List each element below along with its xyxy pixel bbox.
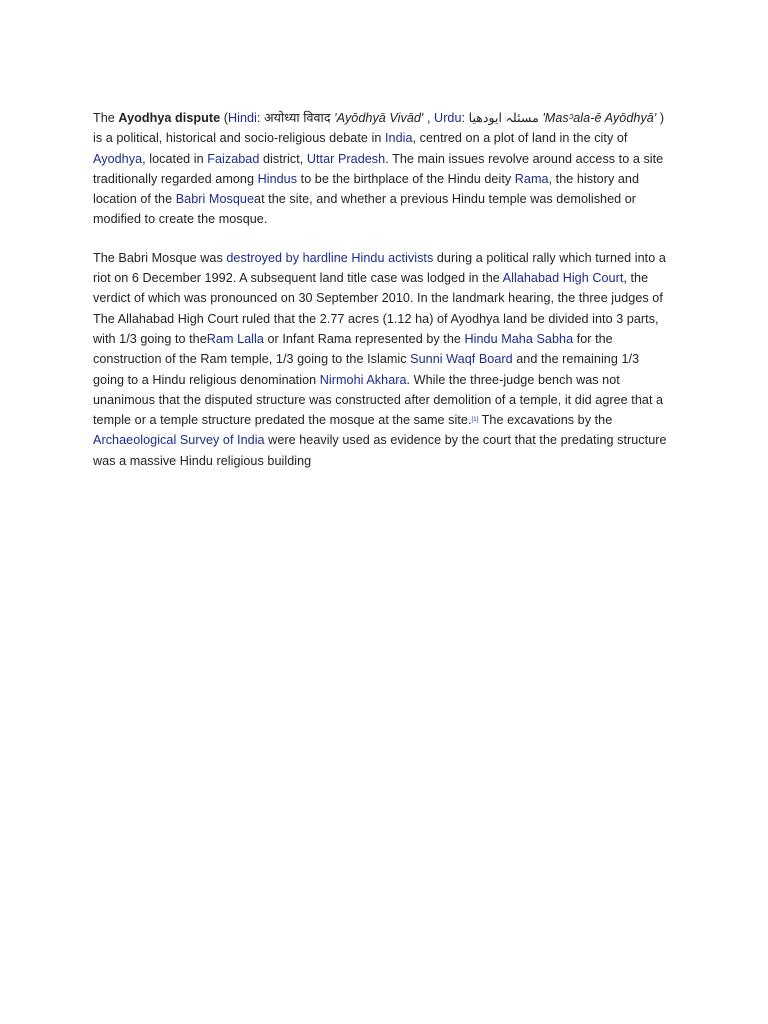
article-body (93, 108, 673, 471)
link-nirmohi-akhara[interactable]: Nirmohi Akhara (319, 372, 407, 387)
text: , (423, 111, 435, 125)
article-title-bold: Ayodhya dispute (118, 111, 221, 125)
link-babri-mosque[interactable]: Babri Mosque (175, 192, 255, 207)
paragraph-verdict (93, 248, 673, 471)
text: The excavations by the (478, 413, 613, 428)
paragraph-intro (93, 108, 673, 230)
transliteration-hindi: 'Ayōdhyā Vivād' (334, 111, 424, 125)
text: , centred on a plot of land in the city of (412, 131, 628, 146)
text: , located in (142, 151, 208, 166)
link-ram-lalla[interactable]: Ram Lalla (206, 331, 264, 346)
link-ayodhya[interactable]: Ayodhya (93, 151, 143, 166)
link-india[interactable]: India (384, 131, 413, 146)
link-hindu-maha-sabha[interactable]: Hindu Maha Sabha (464, 331, 574, 346)
link-demolition[interactable]: destroyed by hardline Hindu activists (226, 250, 434, 265)
link-hindus[interactable]: Hindus (257, 171, 298, 186)
urdu-script: مسئلہ ایودھیا (468, 111, 539, 125)
link-rama[interactable]: Rama (514, 171, 549, 186)
link-archaeological-survey[interactable]: Archaeological Survey of India (93, 433, 265, 448)
link-uttar-pradesh[interactable]: Uttar Pradesh (306, 151, 386, 166)
text: . The main issues revolve around access to a site traditionally regarded among (93, 151, 664, 186)
text: ( (220, 111, 228, 125)
text: to be the birthplace of the Hindu deity (297, 171, 515, 186)
text: : (461, 111, 469, 125)
text: and the remaining 1/3 going to a Hindu religious denomination (93, 352, 640, 387)
text: , the history and location of the (93, 171, 640, 207)
link-hindi[interactable]: Hindi (227, 111, 257, 125)
text: or Infant Rama represented by the (263, 331, 465, 346)
link-allahabad-high-court[interactable]: Allahabad High Court (502, 271, 624, 286)
text: at the site, and whether a previous Hindu temple was demolished or modified to create the mosque. (93, 192, 637, 227)
text: . While the three-judge bench was not unanimous that the disputed structure was constructed after demolition of a temple, it did agree that a temple or a temple structure predated the mosque at the same site. (93, 372, 664, 428)
link-urdu[interactable]: Urdu (434, 111, 462, 125)
link-faizabad[interactable]: Faizabad (207, 151, 260, 166)
text: were heavily used as evidence by the court that the predating structure was a massive Hindu religious building (93, 433, 667, 468)
transliteration-urdu: 'Masᵓala-ē Ayōdhyā' (542, 111, 657, 125)
text: , the verdict of which was pronounced on 30 September 2010. In the landmark hearing, the three judges of The Allahabad High Court ruled that the 2.77 acres (1.12 ha) of Ayodhya land be divided into 3 parts, with 1/3 going to the (93, 271, 663, 346)
text: district, (259, 151, 307, 166)
text: during a political rally which turned into a riot on 6 December 1992. A subsequent land title case was lodged in the (93, 250, 666, 286)
text: for the construction of the Ram temple, 1/3 going to the Islamic (93, 331, 613, 367)
text: The (93, 111, 119, 125)
text: ) is a political, historical and socio-religious debate in (93, 111, 665, 146)
citation-1[interactable]: [1] (471, 417, 479, 424)
text: : अयोध्या विवाद (256, 111, 335, 125)
text: The Babri Mosque was (93, 250, 227, 265)
link-sunni-waqf-board[interactable]: Sunni Waqf Board (410, 352, 513, 367)
